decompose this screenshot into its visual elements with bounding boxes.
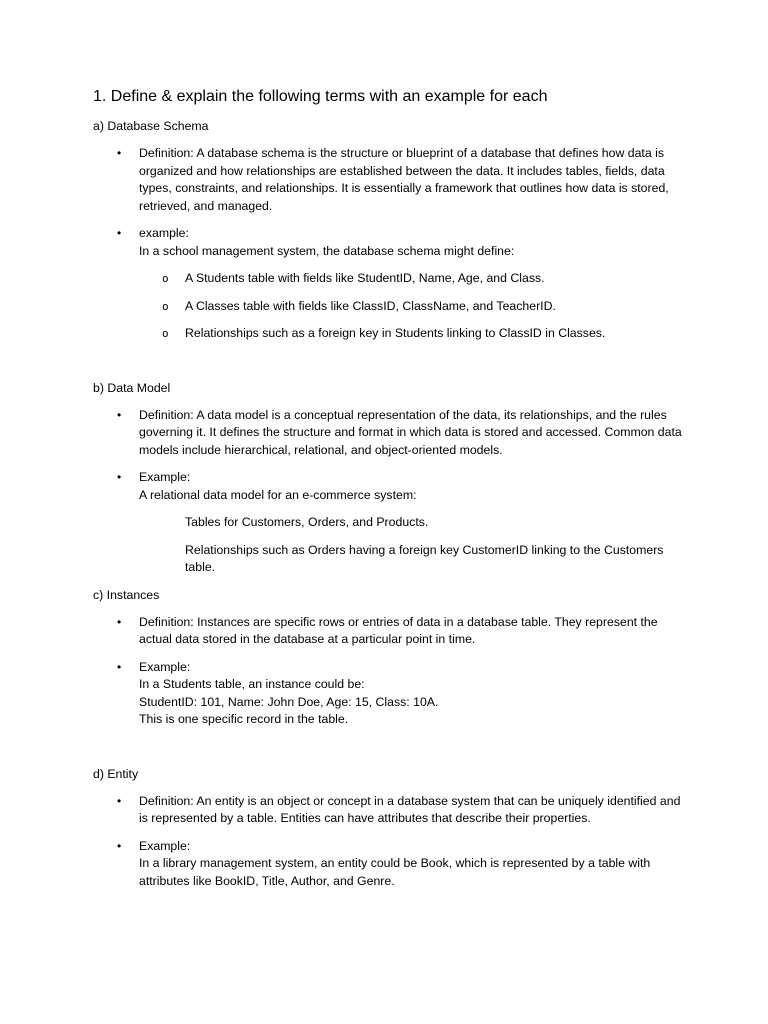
definition-text: Definition: An entity is an object or concept in a database system that can be uniquely identified and is represented by a table. Entities can have attributes that describe their properties. bbox=[139, 793, 681, 825]
bullet-list bbox=[93, 614, 683, 729]
example-label: Example: bbox=[139, 838, 191, 853]
sub-bullet-mark: o bbox=[162, 327, 169, 340]
example-line: A relational data model for an e-commerce system: bbox=[139, 487, 417, 502]
definition-text: Definition: A data model is a conceptual representation of the data, its relationships, and the rules governing it. It defines the structure and format in which data is stored and accessed. Common data models include hierarchical, relational, and object-oriented models. bbox=[139, 407, 682, 457]
bullet-mark: • bbox=[117, 614, 122, 629]
section-heading: b) Data Model bbox=[93, 380, 171, 395]
definition-item bbox=[93, 407, 683, 460]
example-item bbox=[93, 659, 683, 729]
sub-bullet-list bbox=[93, 270, 683, 343]
definition-item bbox=[93, 145, 683, 215]
bullet-mark: • bbox=[117, 793, 122, 808]
example-item bbox=[93, 225, 683, 343]
bullet-list bbox=[93, 407, 683, 505]
sub-bullet-text: Relationships such as a foreign key in Students linking to ClassID in Classes. bbox=[185, 326, 606, 340]
indented-item: Tables for Customers, Orders, and Products. bbox=[185, 515, 429, 529]
sub-bullet-mark: o bbox=[162, 272, 169, 285]
document-page bbox=[93, 86, 683, 900]
sub-bullet-item bbox=[93, 325, 683, 343]
example-item bbox=[93, 469, 683, 504]
bullet-mark: • bbox=[117, 838, 122, 853]
indented-item: Relationships such as Orders having a foreign key CustomerID linking to the Customers table. bbox=[185, 542, 664, 574]
bullet-mark: • bbox=[117, 659, 122, 674]
bullet-mark: • bbox=[117, 407, 122, 422]
section-instances bbox=[93, 587, 683, 729]
bullet-mark: • bbox=[117, 226, 122, 240]
page-title: 1. Define & explain the following terms with an example for each bbox=[93, 88, 548, 105]
sub-bullet-text: A Classes table with fields like ClassID, ClassName, and TeacherID. bbox=[185, 298, 556, 313]
section-heading: a) Database Schema bbox=[93, 119, 209, 133]
definition-item bbox=[93, 793, 683, 828]
example-line: In a school management system, the database schema might define: bbox=[139, 243, 515, 258]
bullet-list bbox=[93, 793, 683, 891]
example-line: In a Students table, an instance could be: bbox=[139, 677, 365, 691]
sub-bullet-text: A Students table with fields like StudentID, Name, Age, and Class. bbox=[185, 271, 545, 285]
example-line: StudentID: 101, Name: John Doe, Age: 15, Class: 10A. bbox=[139, 694, 439, 709]
example-line: In a library management system, an entity could be Book, which is represented by a table with attributes like BookID, Title, Author, and Genre. bbox=[139, 856, 651, 888]
definition-text: Definition: Instances are specific rows or entries of data in a database table. They represent the actual data stored in the database at a particular point in time. bbox=[139, 614, 658, 646]
example-line: This is one specific record in the table. bbox=[139, 712, 349, 726]
bullet-list bbox=[93, 145, 683, 343]
example-item bbox=[93, 838, 683, 891]
section-entity bbox=[93, 766, 683, 891]
bullet-mark: • bbox=[117, 470, 122, 484]
bullet-mark: • bbox=[117, 146, 122, 160]
section-data-model bbox=[93, 380, 683, 577]
example-label: Example: bbox=[139, 659, 191, 674]
sub-bullet-item bbox=[93, 270, 683, 288]
sub-bullet-mark: o bbox=[162, 299, 169, 313]
section-database-schema bbox=[93, 118, 683, 343]
section-heading: d) Entity bbox=[93, 766, 139, 781]
definition-item bbox=[93, 614, 683, 649]
definition-text: Definition: A database schema is the structure or blueprint of a database that defines how data is organized and how relationships are established between the data. It includes tables, fields, data types, constraints, and relationships. It is essentially a framework that outlines how data is stored, retrieved, and managed. bbox=[139, 146, 669, 213]
example-label: example: bbox=[139, 226, 189, 240]
section-heading: c) Instances bbox=[93, 587, 160, 602]
example-label: Example: bbox=[139, 470, 191, 484]
sub-bullet-item bbox=[93, 298, 683, 316]
